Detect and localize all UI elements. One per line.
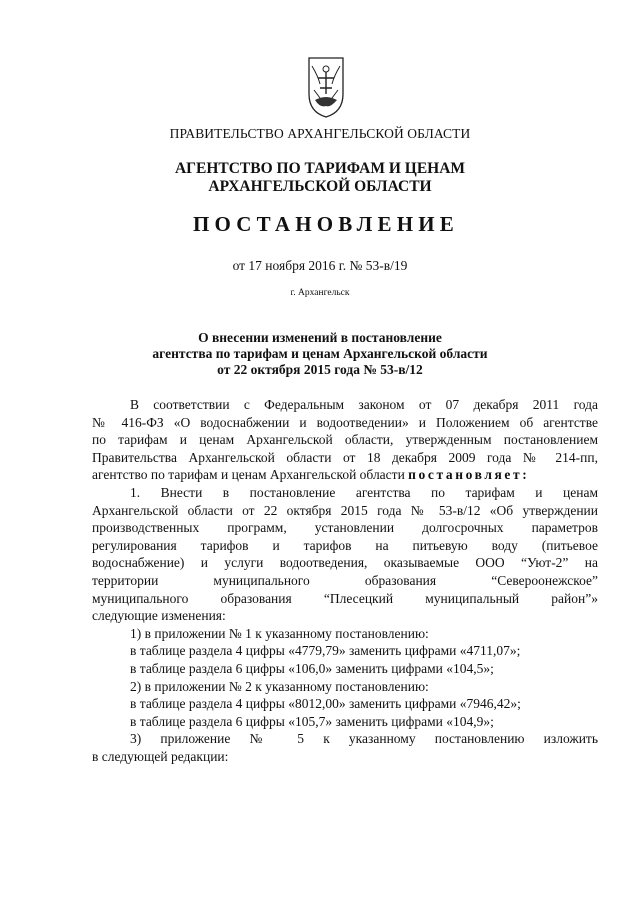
document-city: г. Архангельск (290, 288, 350, 298)
list-item: в таблице раздела 4 цифры «8012,00» заменить цифрами «7946,42»; (130, 696, 521, 712)
body-line: следующие изменения: (92, 608, 226, 624)
body-line: по тарифам и ценам Архангельской области, утвержденным постановлением (92, 432, 598, 448)
body-line: 3) приложение № 5 к указанному постановлению изложить (130, 731, 598, 747)
document-subject (0, 330, 640, 378)
agency-name-line: АГЕНТСТВО ПО ТАРИФАМ И ЦЕНАМ (174, 160, 466, 177)
document-date-number: от 17 ноября 2016 г. № 53-в/19 (232, 258, 408, 273)
body-line: в следующей редакции: (92, 748, 229, 764)
list-item: в таблице раздела 6 цифры «105,7» заменить цифрами «104,9»; (130, 713, 494, 729)
list-item: 2) в приложении № 2 к указанному постановлению: (130, 678, 429, 694)
decree-word: постановляет: (408, 467, 530, 483)
body-line (92, 466, 598, 484)
body-text: агентство по тарифам и ценам Архангельской области (92, 467, 405, 483)
body-line: № 416-ФЗ «О водоснабжении и водоотведении» и Положением об агентстве (92, 414, 598, 430)
document-title: ПОСТАНОВЛЕНИЕ (192, 212, 460, 236)
body-line: регулирования тарифов и тарифов на питьевую воду (питьевое (92, 537, 598, 553)
subject-line: от 22 октября 2015 года № 53-в/12 (217, 362, 423, 377)
list-item: 1) в приложении № 1 к указанному постановлению: (130, 625, 429, 641)
coat-of-arms-icon (306, 54, 346, 120)
subject-line: О внесении изменений в постановление (198, 330, 442, 345)
document-body (92, 396, 598, 765)
agency-name-line: АРХАНГЕЛЬСКОЙ ОБЛАСТИ (208, 178, 432, 195)
subject-line: агентства по тарифам и ценам Архангельской области (152, 346, 488, 361)
body-line: Правительства Архангельской области от 18 декабря 2009 года № 214-пп, (92, 449, 598, 465)
body-line: 1. Внести в постановление агентства по тарифам и ценам (130, 484, 598, 500)
list-item: в таблице раздела 4 цифры «4779,79» заменить цифрами «4711,07»; (130, 643, 521, 659)
body-line: Архангельской области от 22 октября 2015 года № 53-в/12 «Об утверждении (92, 502, 598, 518)
list-item: в таблице раздела 6 цифры «106,0» заменить цифрами «104,5»; (130, 660, 494, 676)
government-name: ПРАВИТЕЛЬСТВО АРХАНГЕЛЬСКОЙ ОБЛАСТИ (169, 126, 471, 141)
body-line: водоснабжение) и услуги водоотведения, оказываемые ООО “Уют-2” на (92, 555, 598, 571)
body-line: производственных программ, установлении долгосрочных параметров (92, 520, 598, 536)
body-line: В соответствии с Федеральным законом от 07 декабря 2011 года (130, 397, 598, 412)
body-line: территории муниципального образования “Североонежское” (92, 572, 598, 588)
agency-name (0, 160, 640, 196)
body-line: муниципального образования “Плесецкий муниципальный район”» (92, 590, 598, 606)
